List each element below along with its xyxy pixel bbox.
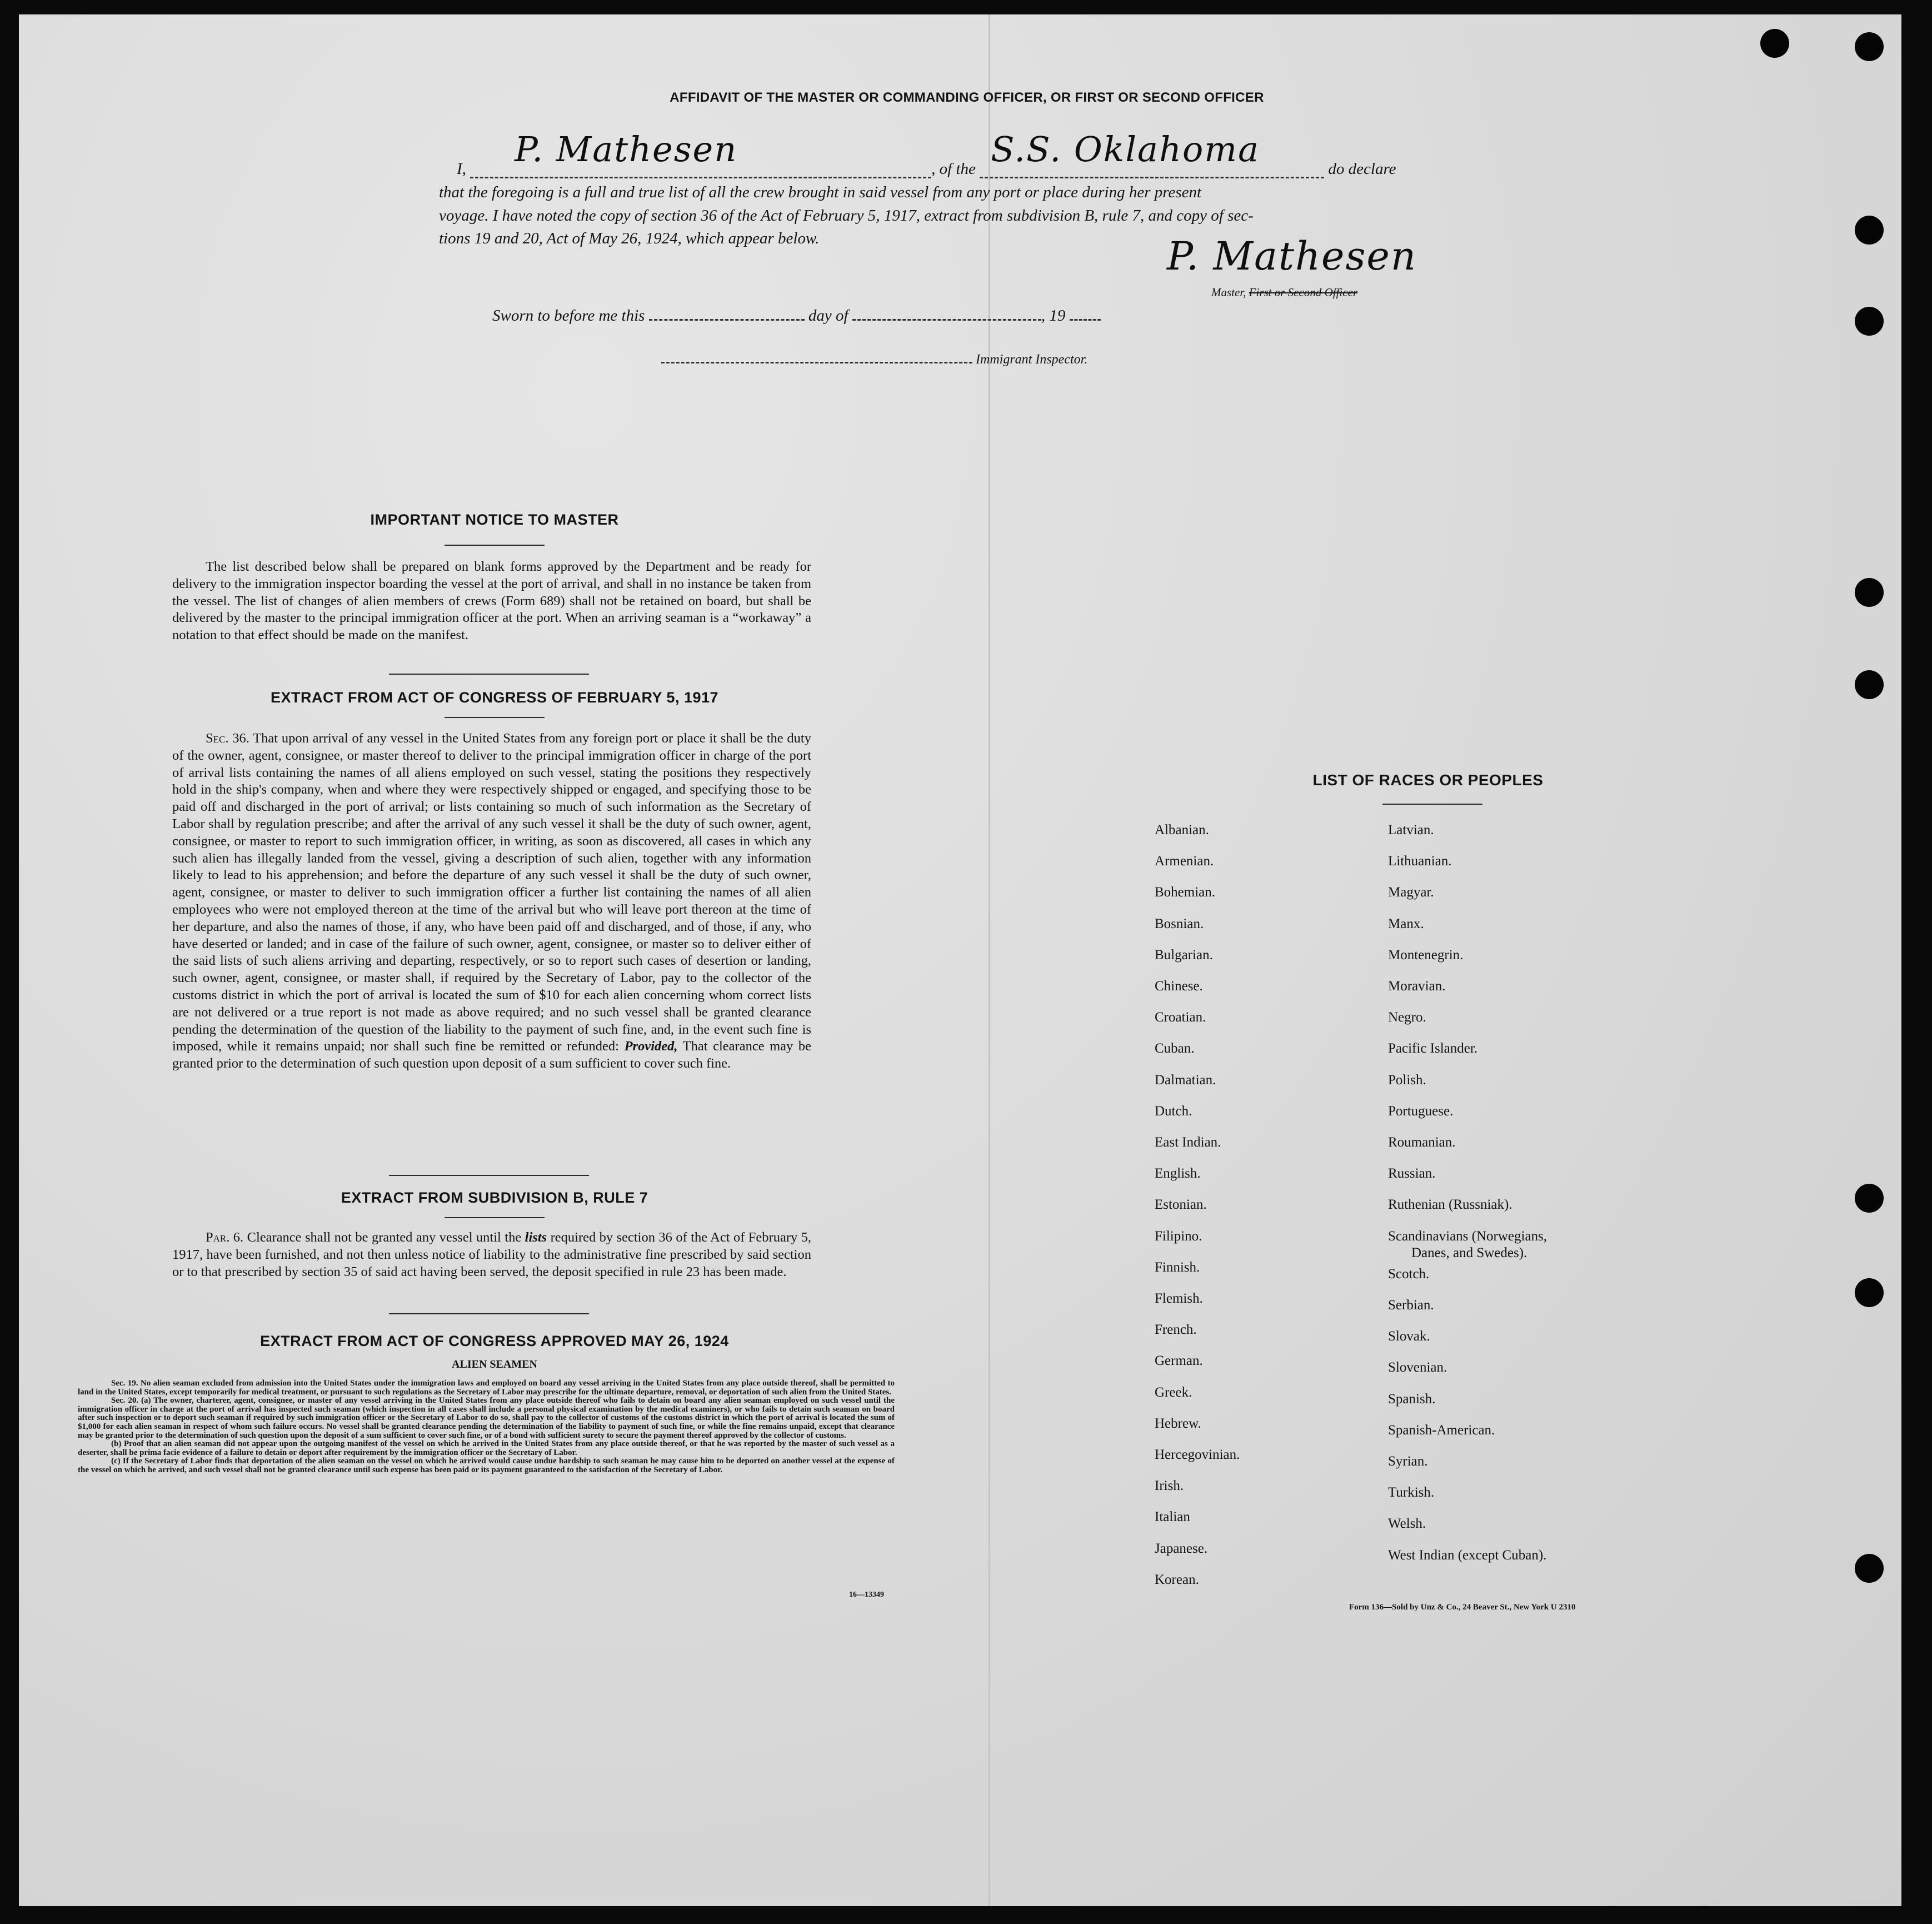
race-item: Latvian. xyxy=(1388,823,1434,838)
race-item: Welsh. xyxy=(1388,1516,1426,1532)
vessel-name-field[interactable] xyxy=(980,129,1324,178)
race-item: Scotch. xyxy=(1388,1266,1430,1282)
officer-label-struck: First or Second Officer xyxy=(1249,286,1358,299)
race-item: Hercegovinian. xyxy=(1155,1447,1240,1462)
race-item: Serbian. xyxy=(1388,1298,1434,1313)
par-6-text-a: Clearance shall not be granted any vessel until the xyxy=(247,1230,522,1245)
sworn-year-label: , 19 xyxy=(1041,307,1066,325)
sec-36-body: That upon arrival of any vessel in the United States from any foreign port or place it shall be the duty of the owner, agent, consignee, or master thereof to deliver to the principal immigration officer in charge of the port of arrival lists containing the names of all aliens employed on such vessel, stating the positions they respectively hold in the ship's company, when and where they were respectively shipped or engaged, and specifying those to be paid off and discharged in the port of arrival; or lists containing so much of such information as the Secretary of Labor shall by regulation prescribe; and after the arrival of any such vessel it shall be the duty of such owner, agent, consignee, or master to report to such immigration officer, in writing, as soon as discovered, all cases in which any such alien has illegally landed from the vessel, giving a description of such alien, together with any information likely to lead to his apprehension; and before the departure of any such vessel it shall be the duty of such owner, agent, consignee, or master to deliver to such immigration officer a further list containing the names of all alien employees who were not employed thereon at the time of the arrival but who will leave port thereon at the time of her departure, and also the names of those, if any, who have been paid off and discharged, and of those, if any, who have deserted or landed; and in case of the failure of such owner, agent, consignee, or master so to deliver either of the said lists of such aliens arriving and departing, respectively, or so to report such cases of desertion or landing, such owner, agent, consignee, or master shall, if required by the Secretary of Labor, pay to the collector of the customs district in which the port of arrival is located the sum of $10 for each alien concerning whom correct lists are not delivered or a true report is not made as above required; and no such vessel shall be granted clearance pending the determination of the question of the liability to the payment of such fine, and, in the event such fine is imposed, while it remains unpaid; nor shall such fine be remitted or refunded: xyxy=(172,731,811,1054)
race-item: Croatian. xyxy=(1155,1010,1206,1025)
sworn-line xyxy=(492,307,1101,325)
race-item: Lithuanian. xyxy=(1388,854,1452,869)
master-title-label xyxy=(1211,286,1357,300)
form-number: 16—13349 xyxy=(849,1591,884,1599)
sec-20a-text: Sec. 20. (a) The owner, charterer, agent, consignee, or master of any vessel arriving in the United States from any place outside thereof who fails to detain on board any alien seaman employed on such vessel until the immigration officer in charge at the port of arrival has inspected such seaman (which inspection in all cases shall include a personal physical examination by the medical examiners), or who fails to detain such seaman on board after such inspection or to deport such seaman if required by such immigration officer or the Secretary of Labor to do so, shall pay to the collector of customs of the customs district in which the port of arrival is located the sum of $1,000 for each alien seaman in respect of whom such failure occurs. No vessel shall be granted clearance pending the determination of the liability to payment of such fine, or while the fine remains unpaid, except that clearance may be granted prior to the determination of such question upon the deposit of a sum sufficient to cover such fine, or of a bond with sufficient surety to secure the payment thereof approved by the collector of customs. xyxy=(78,1396,895,1440)
race-item: Greek. xyxy=(1155,1384,1192,1400)
race-item: German. xyxy=(1155,1353,1203,1369)
race-item: Flemish. xyxy=(1155,1291,1203,1306)
sec-36-label: Sec. 36. xyxy=(206,731,249,746)
punch-hole xyxy=(1855,1554,1884,1583)
punch-hole xyxy=(1760,29,1789,58)
inspector-signature-field[interactable] xyxy=(661,362,972,363)
race-item: Italian xyxy=(1155,1509,1190,1525)
race-item: French. xyxy=(1155,1322,1197,1338)
race-item: Manx. xyxy=(1388,916,1424,931)
rule-7-text xyxy=(172,1229,811,1280)
punch-hole xyxy=(1855,578,1884,607)
par-6-text-b: required by section 36 of the Act of February 5, 1917, have been furnished, and not then unless notice of liability to the administrative fine prescribed by said section or to that prescribed by section 35 of said act having been served, the deposit specified in rule 23 has been made. xyxy=(172,1230,812,1279)
sec-19-text: Sec. 19. No alien seaman excluded from admission into the United States under the immigration laws and employed on board any vessel arriving in the United States from any place outside thereof, shall be permitted to land in the United States, except temporarily for medical treatment, or pursuant to such regulations as the Secretary of Labor may prescribe for the ultimate departure, removal, or deportation of such alien from the United States. xyxy=(78,1379,895,1397)
race-item: West Indian (except Cuban). xyxy=(1388,1547,1547,1563)
race-item: Cuban. xyxy=(1155,1041,1195,1056)
master-signature: P. Mathesen xyxy=(1167,233,1417,279)
race-item: Montenegrin. xyxy=(1388,947,1464,963)
race-item: Ruthenian (Russniak). xyxy=(1388,1197,1512,1213)
race-item: Estonian. xyxy=(1155,1197,1207,1213)
race-item: Filipino. xyxy=(1155,1228,1202,1244)
section-divider xyxy=(389,674,589,675)
race-item: Korean. xyxy=(1155,1572,1199,1587)
race-item: Spanish-American. xyxy=(1388,1422,1495,1438)
sworn-day-field[interactable] xyxy=(649,319,805,321)
section-divider xyxy=(389,1313,589,1314)
alien-seamen-subheading: ALIEN SEAMEN xyxy=(452,1358,537,1370)
race-item: Bulgarian. xyxy=(1155,947,1213,963)
race-item: Hebrew. xyxy=(1155,1415,1201,1431)
race-item: East Indian. xyxy=(1155,1135,1221,1150)
race-item: Albanian. xyxy=(1155,823,1209,838)
provided-word: Provided, xyxy=(624,1039,678,1054)
race-item: Slovak. xyxy=(1388,1329,1430,1344)
race-item: Portuguese. xyxy=(1388,1103,1454,1119)
race-item: Russian. xyxy=(1388,1166,1436,1182)
do-declare-label: do declare xyxy=(1328,160,1396,178)
race-item: Pacific Islander. xyxy=(1388,1041,1478,1056)
notice-heading-rule xyxy=(445,545,545,546)
master-name-signature: P. Mathesen xyxy=(515,129,738,170)
race-item: Dalmatian. xyxy=(1155,1072,1216,1088)
punch-hole xyxy=(1855,670,1884,699)
punch-hole xyxy=(1855,1278,1884,1307)
race-item: Scandinavians (Norwegians, xyxy=(1388,1228,1547,1244)
race-item: Spanish. xyxy=(1388,1391,1436,1407)
punch-hole xyxy=(1855,307,1884,336)
race-item: Roumanian. xyxy=(1388,1135,1456,1150)
inspector-line xyxy=(661,352,1087,367)
master-label: Master, xyxy=(1211,286,1246,299)
punch-hole xyxy=(1855,1184,1884,1213)
punch-hole xyxy=(1855,32,1884,61)
of-the-label: , of the xyxy=(931,160,976,178)
race-item: Armenian. xyxy=(1155,854,1214,869)
affidavit-heading: AFFIDAVIT OF THE MASTER OR COMMANDING OFFICER, OR FIRST OR SECOND OFFICER xyxy=(670,90,1264,105)
rule-7-heading: EXTRACT FROM SUBDIVISION B, RULE 7 xyxy=(341,1189,648,1206)
race-item: English. xyxy=(1155,1166,1201,1182)
punch-hole xyxy=(1855,216,1884,245)
races-heading: LIST OF RACES OR PEOPLES xyxy=(1312,771,1544,789)
race-item: Polish. xyxy=(1388,1072,1426,1088)
race-item: Chinese. xyxy=(1155,979,1203,994)
master-name-field[interactable] xyxy=(470,129,931,178)
par-6-label: Par. 6. xyxy=(206,1230,244,1245)
race-item: Finnish. xyxy=(1155,1259,1200,1275)
race-item: Bosnian. xyxy=(1155,916,1204,931)
affidavit-line1 xyxy=(457,129,1490,178)
rule-7-rule xyxy=(445,1217,545,1218)
sec-20b-text: (b) Proof that an alien seaman did not appear upon the outgoing manifest of the vessel on which he arrived in the United States from any place outside thereof, or that he was reported by the master of such vessel as a deserter, shall be prima facie evidence of a failure to detain or deport after requirement by the immigration officer or the Secretary of Labor. xyxy=(78,1439,895,1457)
race-item: Negro. xyxy=(1388,1010,1426,1025)
i-label: I, xyxy=(457,160,466,178)
race-item: Bohemian. xyxy=(1155,885,1216,900)
race-item: Turkish. xyxy=(1388,1485,1435,1501)
extract-1924-heading: EXTRACT FROM ACT OF CONGRESS APPROVED MAY 26, 1924 xyxy=(260,1333,729,1349)
sec-36-end: That clearance may be granted prior to the determination of such question upon deposit of a sum sufficient to cover such fine. xyxy=(172,1039,811,1071)
affidavit-line4: tions 19 and 20, Act of May 26, 1924, which appear below. xyxy=(439,230,820,247)
form-footer: Form 136—Sold by Unz & Co., 24 Beaver St., New York U 2310 xyxy=(1349,1603,1576,1612)
section-divider xyxy=(389,1175,589,1176)
extract-1917-heading: EXTRACT FROM ACT OF CONGRESS OF FEBRUARY 5, 1917 xyxy=(270,689,719,706)
affidavit-line2: that the foregoing is a full and true list of all the crew brought in said vessel from any port or place during her present xyxy=(439,183,1202,201)
inspector-label: Immigrant Inspector. xyxy=(976,352,1088,367)
race-item: Magyar. xyxy=(1388,885,1434,900)
race-item: Danes, and Swedes). xyxy=(1411,1245,1527,1260)
extract-1917-rule xyxy=(445,717,545,718)
vessel-name-signature: S.S. Oklahoma xyxy=(991,129,1260,170)
race-item: Syrian. xyxy=(1388,1454,1428,1469)
affidavit-line3: voyage. I have noted the copy of section 36 of the Act of February 5, 1917, extract from subdivision B, rule 7, and copy of sec- xyxy=(439,207,1254,225)
fold-line xyxy=(989,14,990,1906)
race-item: Irish. xyxy=(1155,1478,1184,1494)
sec-20c-text: (c) If the Secretary of Labor finds that deportation of the alien seaman on the vessel on which he arrived would cause undue hardship to such seaman he may cause him to be deported on another vessel at the expense of the vessel on which he arrived, and such vessel shall not be granted clearance until such expense has been paid or its payment guaranteed to the satisfaction of the Secretary of Labor. xyxy=(78,1457,895,1474)
race-item: Moravian. xyxy=(1388,979,1446,994)
notice-text: The list described below shall be prepared on blank forms approved by the Department and be ready for delivery to the immigration inspector boarding the vessel at the port of arrival, and shall in no instance be taken from the vessel. The list of changes of alien members of crews (Form 689) shall not be retained on board, but shall be delivered by the master to the principal immigration officer at the port. When an arriving seaman is a “workaway” a notation to that effect should be made on the manifest. xyxy=(172,559,811,643)
sworn-prefix: Sworn to before me this xyxy=(492,307,645,325)
extract-1924-text xyxy=(78,1379,895,1475)
extract-1917-text xyxy=(172,730,811,1073)
lists-word: lists xyxy=(525,1230,547,1245)
sworn-year-field[interactable] xyxy=(1070,319,1101,321)
sworn-month-field[interactable] xyxy=(852,319,1041,321)
notice-heading: IMPORTANT NOTICE TO MASTER xyxy=(370,511,619,528)
race-item: Dutch. xyxy=(1155,1103,1192,1119)
race-item: Japanese. xyxy=(1155,1541,1208,1556)
races-heading-rule xyxy=(1382,804,1482,805)
race-item: Slovenian. xyxy=(1388,1360,1447,1375)
sworn-day-label: day of xyxy=(808,307,848,325)
